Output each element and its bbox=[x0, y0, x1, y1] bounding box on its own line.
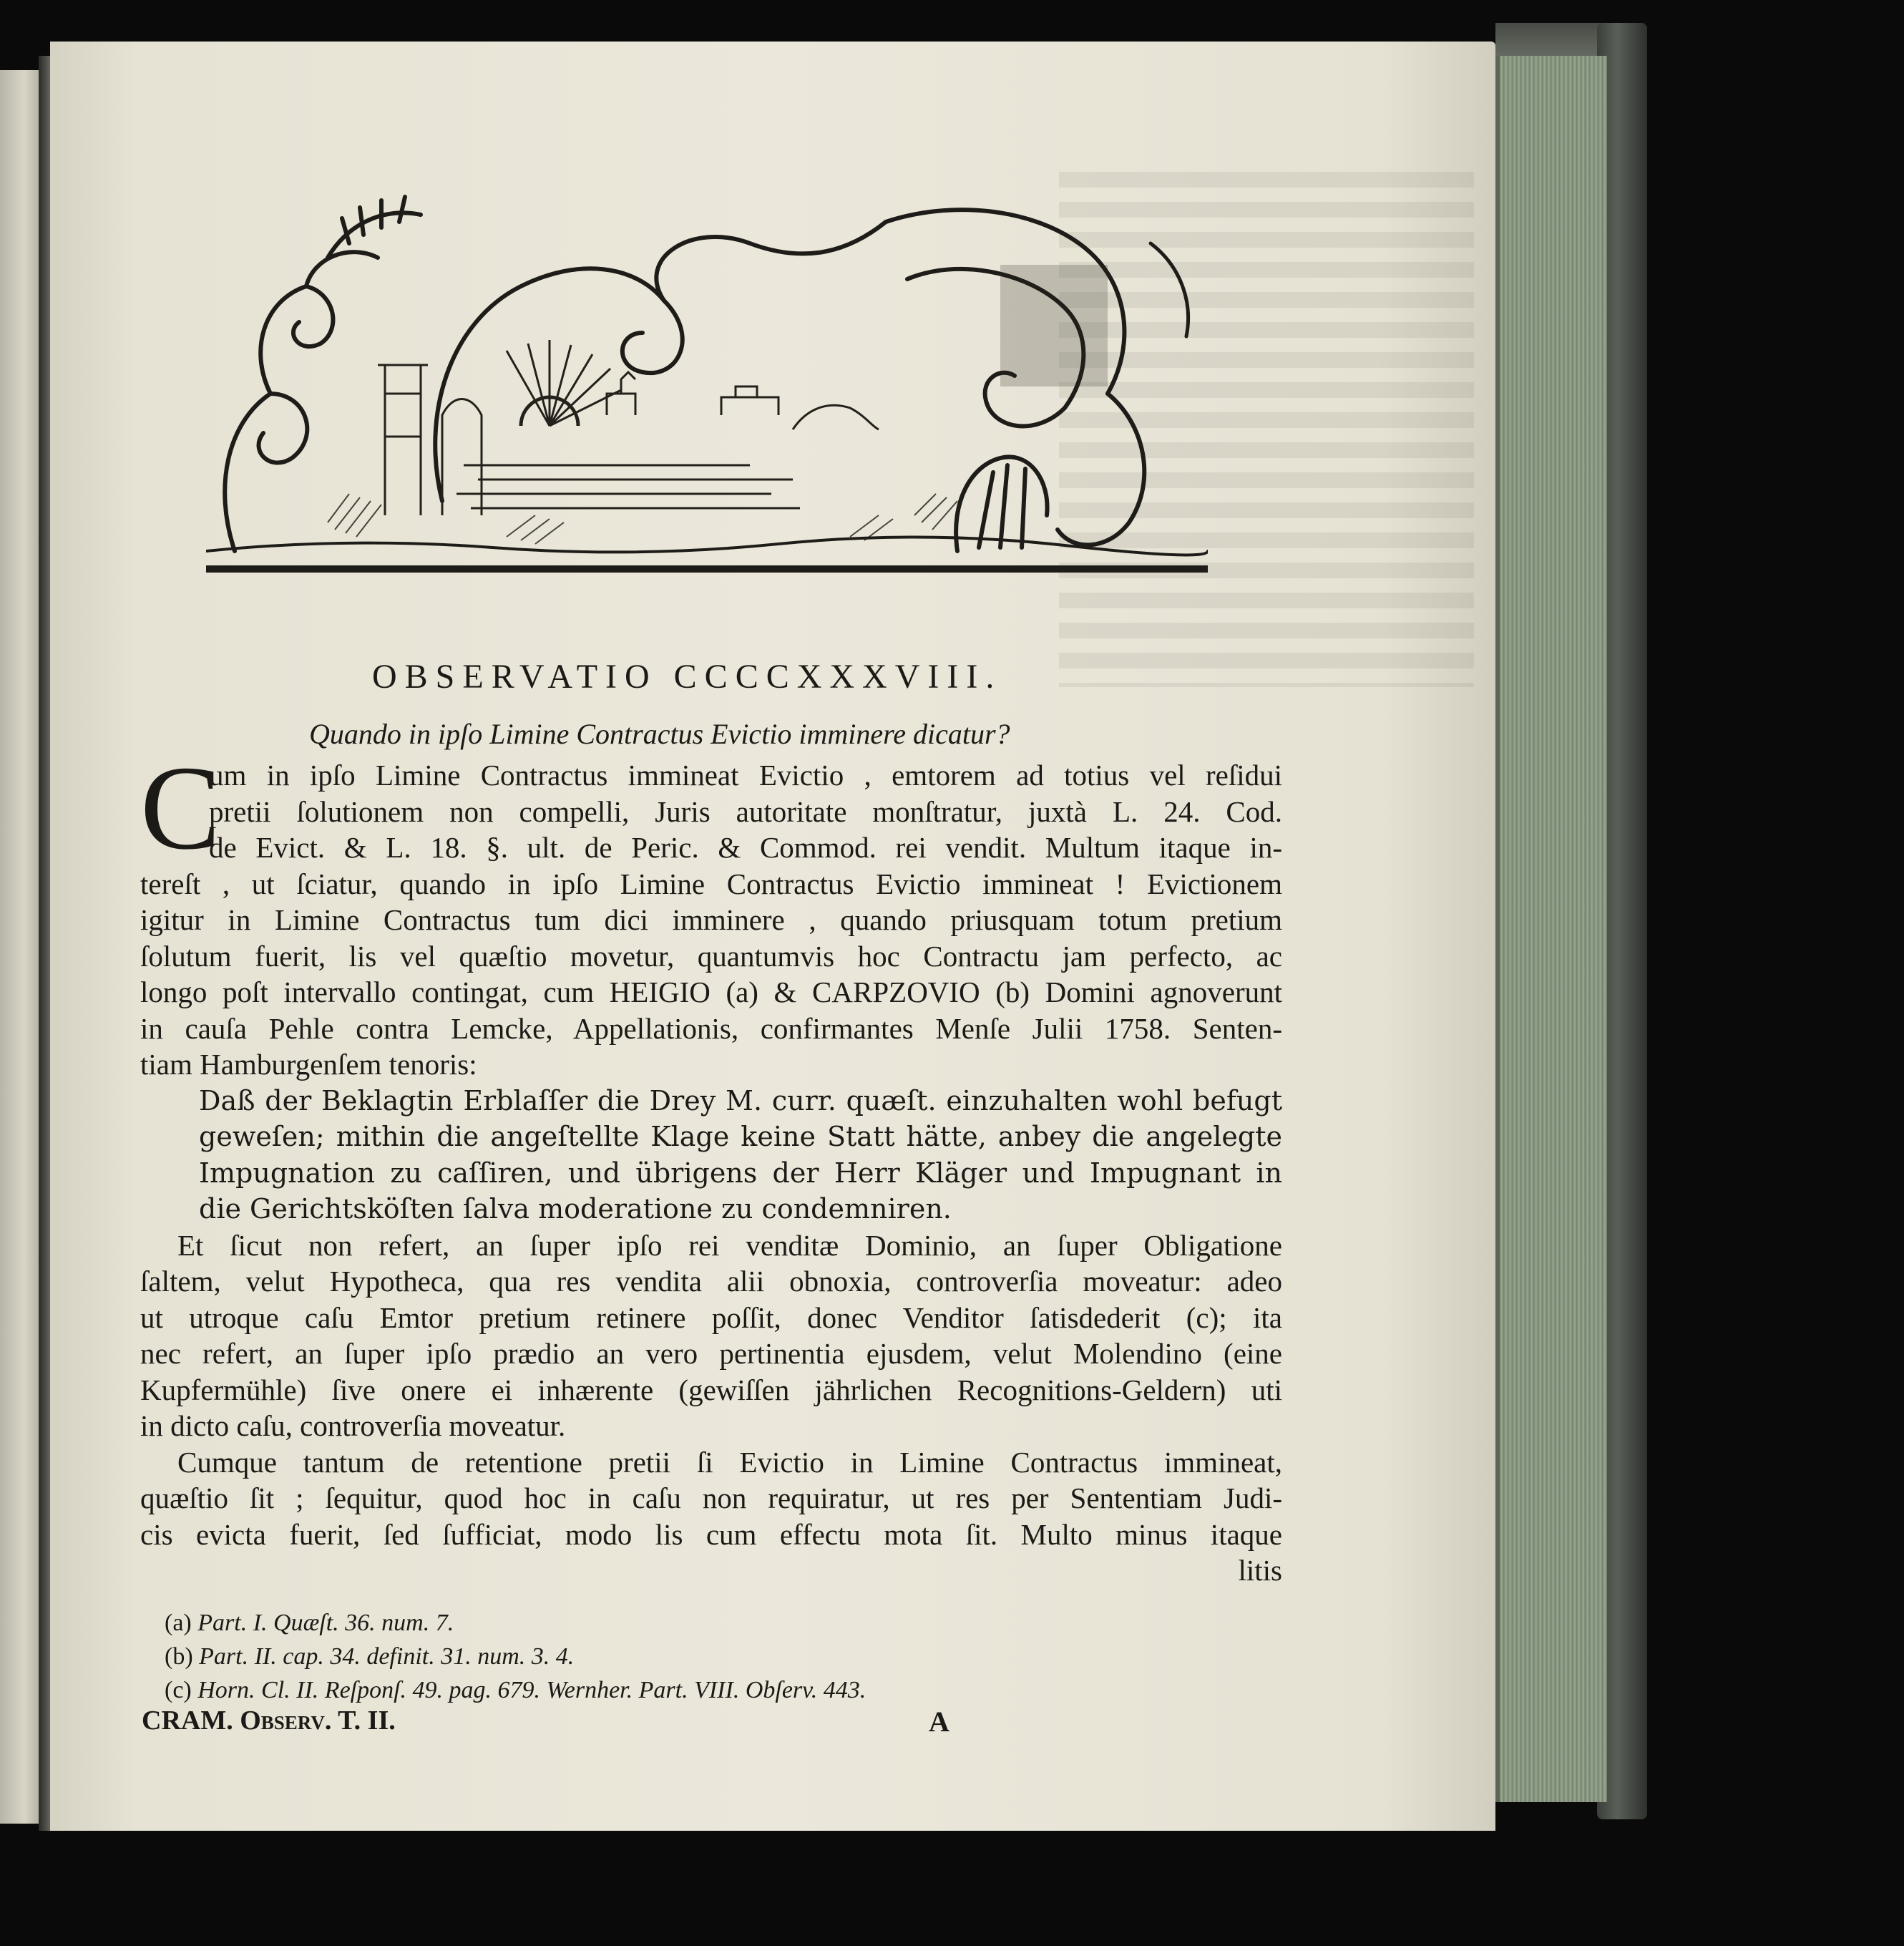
footnote-mark: (c) bbox=[165, 1677, 192, 1703]
text-line: tereſt , ut ſciatur, quando in ipſo Limine Contractus Evictio immineat ! Evictionem bbox=[140, 867, 1282, 900]
text-line: nec refert, an ſuper ipſo prædio an vero pertinentia ejusdem, velut Molendino (eine bbox=[140, 1337, 1282, 1370]
text-line: longo poſt intervallo contingat, cum HEIGIO (a) & CARPZOVIO (b) Domini agnoverunt bbox=[140, 976, 1282, 1008]
drop-capital: C bbox=[140, 741, 221, 875]
observation-title: OBSERVATIO CCCCXXXVIII. bbox=[372, 658, 1002, 696]
text-line: Kupfermühle) ſive onere ei inhærente (gewiſſen jährlichen Recognitions-Geldern) uti bbox=[140, 1373, 1282, 1406]
text-line: cis evicta fuerit, ſed ſufficiat, modo lis cum effectu mota ſit. Multo minus itaque bbox=[140, 1517, 1282, 1551]
footnote-text: Part. I. Quæſt. 36. num. 7. bbox=[197, 1610, 454, 1636]
quote-line: Daß der Beklagtin Erblaſſer die Drey M. curr. quæſt. einzuhalten wohl befugt bbox=[199, 1084, 1282, 1116]
text-line: in dicto caſu, controverſia moveatur. bbox=[140, 1409, 566, 1442]
footnotes bbox=[165, 1606, 1252, 1707]
text-line: igitur in Limine Contractus tum dici imminere , quando priusquam totum pretium bbox=[140, 903, 1282, 936]
left-page-edge bbox=[0, 70, 44, 1824]
text-line: ſaltem, velut Hypotheca, qua res vendita alii obnoxia, controverſia moveatur: adeo bbox=[140, 1265, 1282, 1298]
catchword: litis bbox=[1238, 1554, 1282, 1587]
observation-subtitle: Quando in ipſo Limine Contractus Evictio imminere dicatur? bbox=[309, 718, 1010, 750]
footnote-b bbox=[165, 1640, 1252, 1673]
text-line: de Evict. & L. 18. §. ult. de Peric. & Commod. rei vendit. Multum itaque in- bbox=[209, 831, 1282, 864]
signature-line: CRAM. Obſerv. T. II. bbox=[142, 1706, 396, 1736]
text-line: um in ipſo Limine Contractus immineat Evictio , emtorem ad totius vel reſidui bbox=[209, 759, 1282, 792]
text-line: tiam Hamburgenſem tenoris: bbox=[140, 1048, 477, 1081]
quote-line: Impugnation zu caſſiren, und übrigens der Herr Kläger und Impugnant in bbox=[199, 1157, 1282, 1189]
footnote-mark: (a) bbox=[165, 1610, 192, 1636]
footnote-a bbox=[165, 1606, 1252, 1640]
signature-mark: A bbox=[929, 1706, 949, 1738]
quote-line: die Gerichtsköſten ſalva moderatione zu condemniren. bbox=[199, 1193, 952, 1225]
main-text-block bbox=[140, 741, 1282, 1589]
quote-line: geweſen; mithin die angeſtellte Klage keine Statt hätte, anbey die angelegte bbox=[199, 1121, 1282, 1152]
text-line: pretii ſolutionem non compelli, Juris autoritate monſtratur, juxtà L. 24. Cod. bbox=[209, 794, 1282, 828]
footnote-mark: (b) bbox=[165, 1643, 193, 1670]
text-line: ut utroque caſu Emtor pretium retinere poſſit, donec Venditor ſatisdederit (c); ita bbox=[140, 1300, 1282, 1334]
text-line: Cumque tantum de retentione pretii ſi Evictio in Limine Contractus immineat, bbox=[177, 1445, 1282, 1479]
german-sentence-quote bbox=[140, 1083, 1282, 1227]
text-line: quæſtio ſit ; ſequitur, quod hoc in caſu non requiratur, ut res per Sententiam Judi- bbox=[140, 1482, 1282, 1514]
text-line: in cauſa Pehle contra Lemcke, Appellationis, confirmantes Menſe Julii 1758. Senten- bbox=[140, 1011, 1282, 1045]
footnote-c bbox=[165, 1673, 1252, 1707]
footnote-text: Part. II. cap. 34. definit. 31. num. 3. 4. bbox=[199, 1643, 575, 1670]
rococo-vignette-ornament bbox=[206, 179, 1208, 580]
footnote-text: Horn. Cl. II. Reſponſ. 49. pag. 679. Wernher. Part. VIII. Obſerv. 443. bbox=[197, 1677, 866, 1703]
paragraph-1-opening bbox=[140, 741, 1282, 875]
page-fore-edge bbox=[1495, 56, 1607, 1802]
text-line: ſolutum fuerit, lis vel quæſtio movetur, quantumvis hoc Contractu jam perfecto, ac bbox=[140, 939, 1282, 973]
text-line: Et ſicut non refert, an ſuper ipſo rei venditæ Dominio, an ſuper Obligatione bbox=[177, 1228, 1282, 1262]
